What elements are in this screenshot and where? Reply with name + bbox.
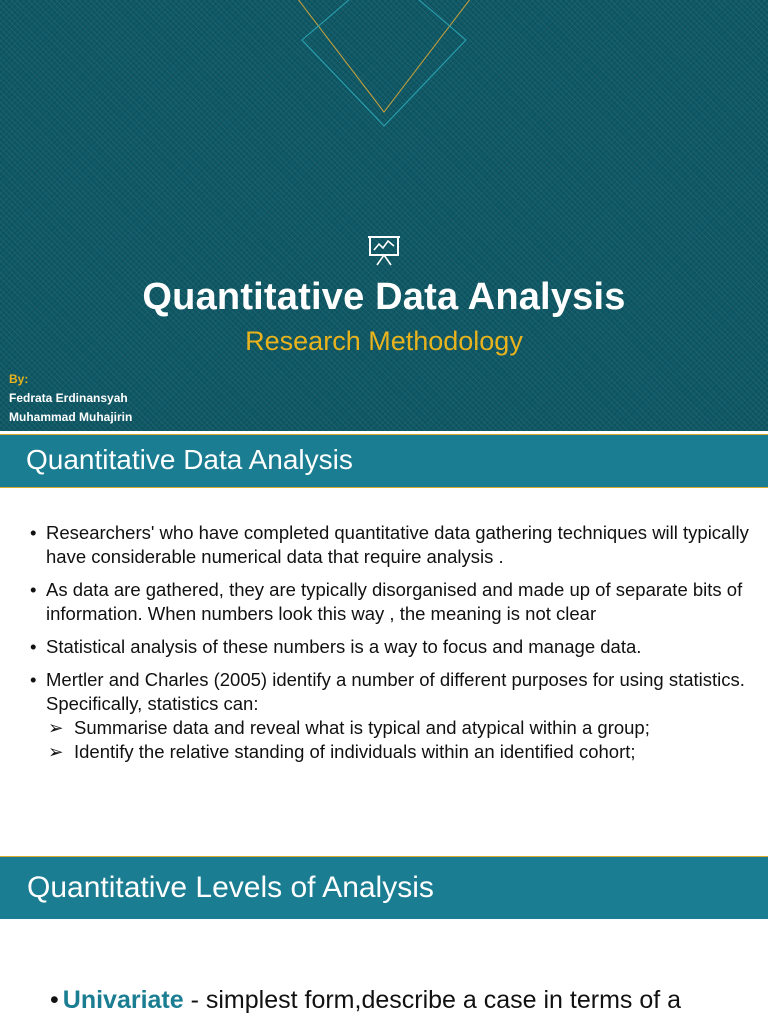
author-name: Fedrata Erdinansyah [9, 391, 128, 405]
arrow-bullet-icon: ➢ [48, 741, 64, 762]
bullet-item [30, 668, 750, 716]
levels-slide [0, 854, 768, 1024]
bullet-item [30, 521, 750, 569]
bullet-item [50, 986, 681, 1015]
bullet-marker: • [30, 669, 37, 690]
sub-bullet-item [48, 740, 750, 764]
content-slide [0, 431, 768, 854]
presentation-subtitle: Research Methodology [245, 326, 523, 356]
bullet-marker: • [50, 986, 59, 1014]
slide-heading: Quantitative Levels of Analysis [27, 871, 434, 904]
sub-bullet-item [48, 716, 750, 740]
author-block [9, 370, 132, 427]
bullet-marker: • [30, 579, 37, 600]
bullet-list [30, 521, 750, 764]
bullet-text: Mertler and Charles (2005) identify a number of different purposes for using statistics. Specifically, statistics can: [46, 669, 745, 714]
term-label: Univariate [62, 986, 184, 1014]
presentation-title: Quantitative Data Analysis [142, 276, 626, 318]
arrow-bullet-icon: ➢ [48, 717, 64, 738]
sub-bullet-text: Summarise data and reveal what is typical and atypical within a group; [74, 717, 650, 738]
author-name: Muhammad Muhajirin [9, 410, 133, 424]
bullet-text: Statistical analysis of these numbers is a way to focus and manage data. [46, 636, 642, 657]
bullet-text: As data are gathered, they are typically disorganised and made up of separate bits of information. When numbers look this way , the meaning is not clear [46, 579, 743, 624]
diamond-decoration [0, 0, 768, 431]
bullet-item [30, 578, 750, 626]
bullet-text: - simplest form,describe a case in terms of a [183, 986, 682, 1014]
bullet-marker: • [30, 636, 37, 657]
sub-bullet-text: Identify the relative standing of individuals within an identified cohort; [74, 741, 636, 762]
slide-header [0, 434, 768, 488]
bullet-text: Researchers' who have completed quantitative data gathering techniques will typically have considerable numerical data that require analysis . [46, 522, 749, 567]
presentation-chart-icon [368, 232, 400, 268]
slide-heading: Quantitative Data Analysis [26, 444, 353, 475]
bullet-marker: • [30, 522, 37, 543]
slide-header [0, 856, 768, 919]
bullet-item [30, 635, 750, 659]
by-label: By: [9, 372, 29, 386]
title-slide [0, 0, 768, 431]
